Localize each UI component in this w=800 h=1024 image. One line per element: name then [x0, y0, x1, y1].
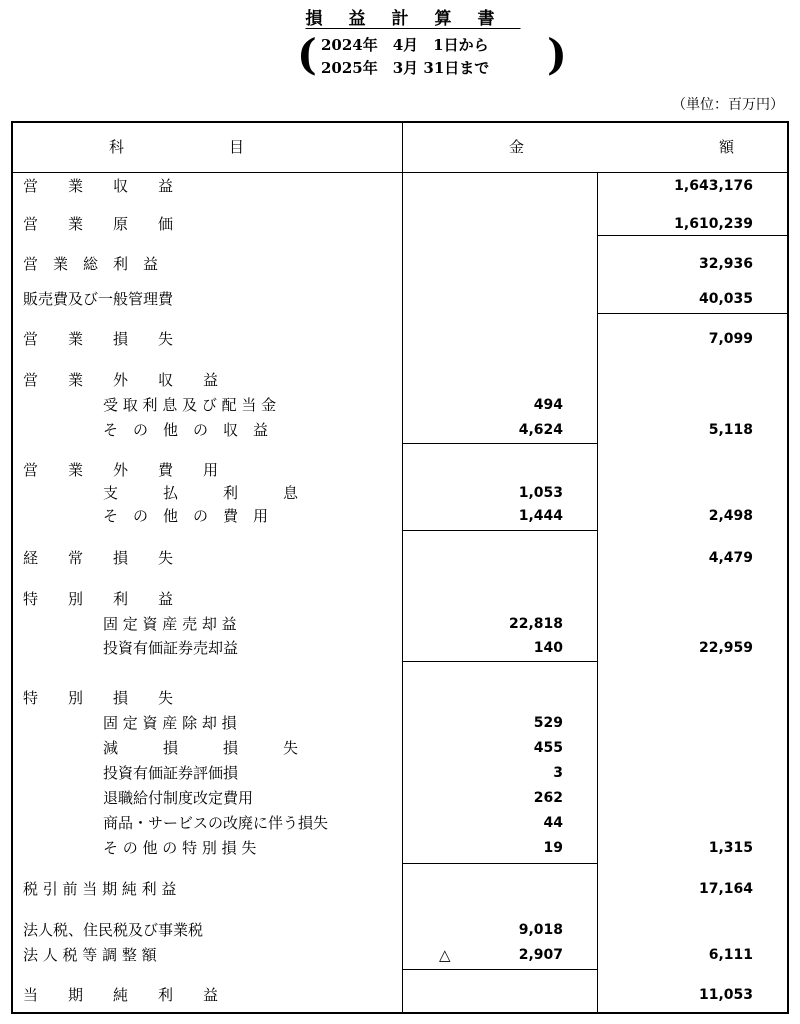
row-right-value: 22,959 [698, 640, 753, 656]
row-label: 営 業 収 益 [23, 177, 174, 195]
row-mid-value: 9,018 [518, 922, 563, 938]
row-right-value: 17,164 [698, 881, 753, 897]
column-header-item: 科 目 [109, 138, 245, 156]
row-label: 特 別 利 益 [23, 590, 174, 608]
rule-extra-loss [402, 863, 597, 864]
row-label: 受 取 利 息 及 び 配 当 金 [103, 396, 277, 414]
row-label: 減 損 損 失 [103, 739, 299, 757]
column-divider-item [402, 123, 403, 1012]
document-title: 損益計算書 [305, 9, 521, 29]
rule-nonop-expense [402, 530, 597, 531]
rule-tax [402, 969, 597, 970]
row-mid-value: 262 [533, 790, 563, 806]
negative-triangle-marker: △ [439, 946, 451, 964]
row-right-value: 1,643,176 [674, 178, 753, 194]
row-mid-value: 455 [533, 740, 563, 756]
fiscal-period [297, 30, 567, 82]
row-label: 投資有価証券評価損 [103, 764, 239, 782]
income-statement-table [11, 121, 789, 1014]
period-start: 2024年 4月 1日から [321, 36, 489, 54]
row-mid-value: 3 [553, 765, 563, 781]
row-label: 固 定 資 産 売 却 益 [103, 615, 237, 633]
row-mid-value: 529 [533, 715, 563, 731]
row-right-value: 1,610,239 [674, 216, 753, 232]
row-label: そ の 他 の 収 益 [103, 421, 269, 439]
row-label: 経 常 損 失 [23, 549, 174, 567]
row-right-value: 1,315 [708, 840, 753, 856]
row-label: 営 業 総 利 益 [23, 255, 159, 273]
row-label: 販売費及び一般管理費 [23, 290, 174, 308]
row-right-value: 11,053 [698, 987, 753, 1003]
row-label: 法人税、住民税及び事業税 [23, 921, 204, 939]
row-right-value: 6,111 [708, 947, 753, 963]
row-label: 営 業 原 価 [23, 215, 174, 233]
row-mid-value: 140 [533, 640, 563, 656]
row-right-value: 4,479 [708, 550, 753, 566]
row-right-value: 32,936 [698, 256, 753, 272]
row-label: 特 別 損 失 [23, 689, 174, 707]
row-label: 固 定 資 産 除 却 損 [103, 714, 237, 732]
rule-gross [597, 235, 787, 236]
row-right-value: 7,099 [708, 331, 753, 347]
row-label: 当 期 純 利 益 [23, 986, 219, 1004]
row-mid-value: 2,907 [518, 947, 563, 963]
row-right-value: 5,118 [708, 422, 753, 438]
row-mid-value: 1,053 [518, 485, 563, 501]
row-label: 退職給付制度改定費用 [103, 789, 254, 807]
rule-operating [597, 313, 787, 314]
row-label: 法 人 税 等 調 整 額 [23, 946, 157, 964]
row-right-value: 2,498 [708, 508, 753, 524]
row-label: 営 業 外 費 用 [23, 461, 219, 479]
row-label: 投資有価証券売却益 [103, 639, 239, 657]
row-mid-value: 494 [533, 397, 563, 413]
row-label: 営 業 外 収 益 [23, 371, 219, 389]
row-mid-value: 44 [543, 815, 563, 831]
row-right-value: 40,035 [698, 291, 753, 307]
row-label: そ の 他 の 特 別 損 失 [103, 839, 257, 857]
column-header-amount: 金 額 [509, 138, 735, 156]
row-label: そ の 他 の 費 用 [103, 507, 269, 525]
rule-nonop-income [402, 443, 597, 444]
row-label: 支 払 利 息 [103, 484, 299, 502]
left-bracket: ( [297, 30, 317, 79]
rule-extra-income [402, 661, 597, 662]
row-mid-value: 22,818 [508, 616, 563, 632]
row-label: 税 引 前 当 期 純 利 益 [23, 880, 177, 898]
unit-label: （単位：百万円） [672, 97, 784, 113]
row-label: 営 業 損 失 [23, 330, 174, 348]
row-mid-value: 19 [543, 840, 563, 856]
right-bracket: ) [547, 30, 567, 79]
row-mid-value: 4,624 [518, 422, 563, 438]
row-label: 商品・サービスの改廃に伴う損失 [103, 814, 329, 832]
row-mid-value: 1,444 [518, 508, 563, 524]
header-rule [13, 172, 787, 173]
period-end: 2025年 3月 31日まで [321, 59, 490, 77]
